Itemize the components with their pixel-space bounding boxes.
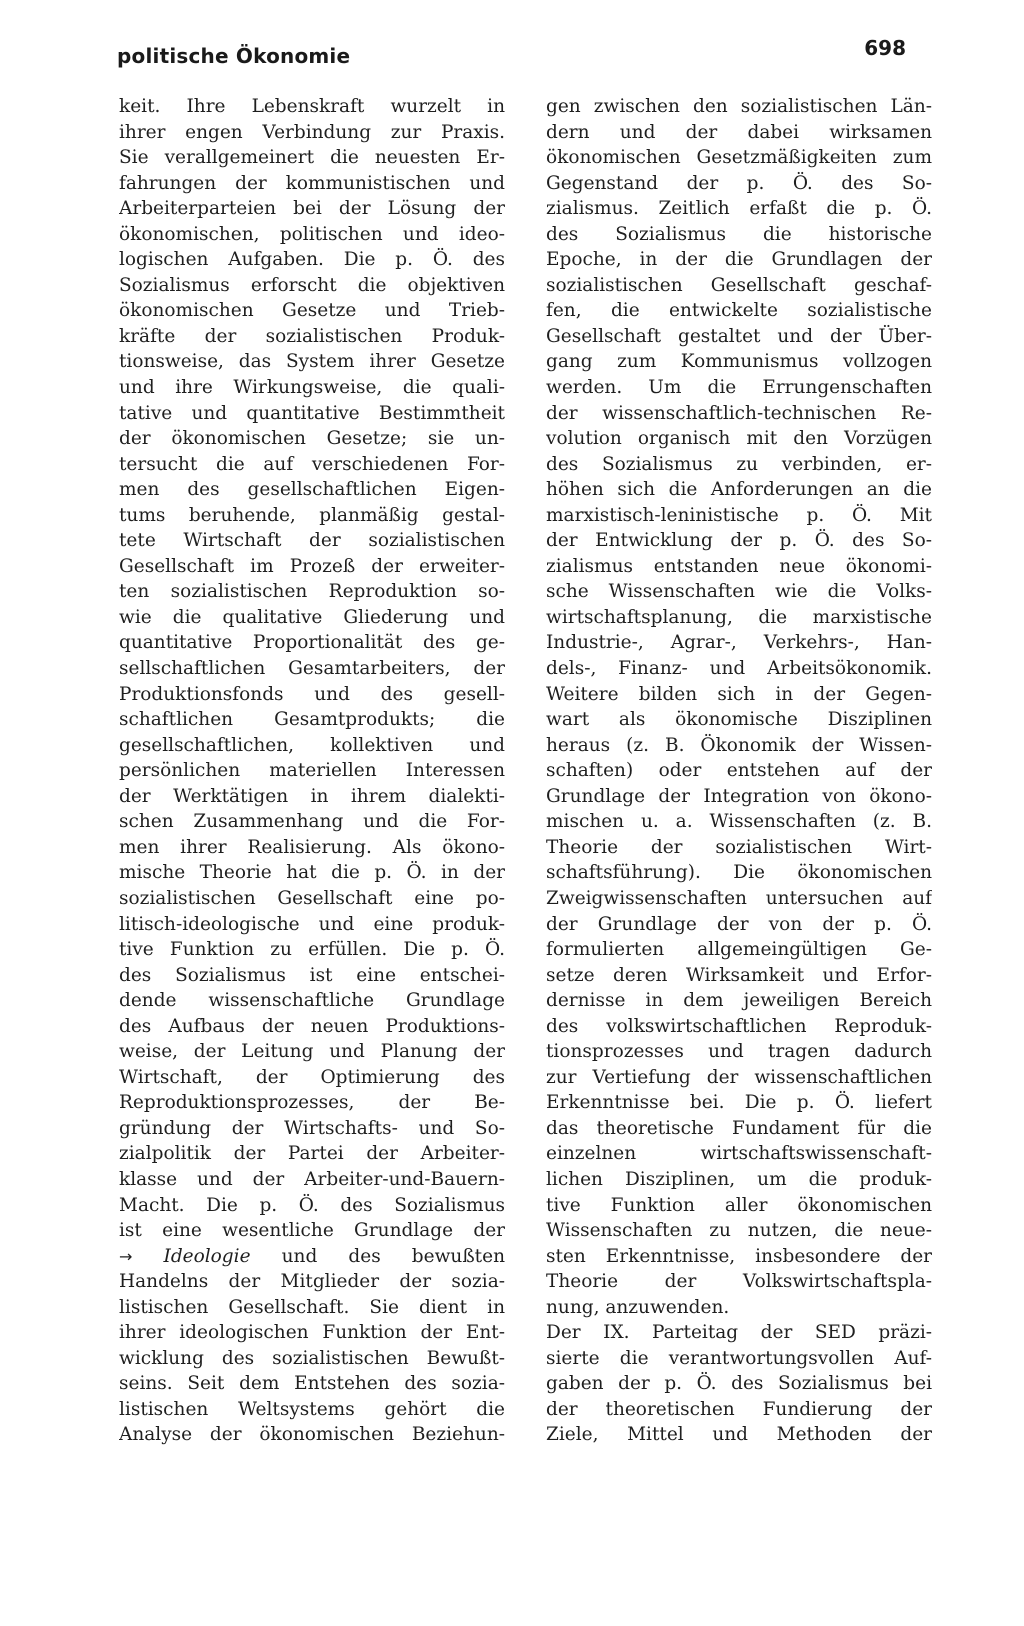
text-line: dels-, Finanz- und Arbeitsökonomik. — [546, 658, 932, 680]
text-line: sche Wissenschaften wie die Volks- — [546, 581, 932, 603]
text-line: klasse und der Arbeiter-und-Bauern- — [119, 1168, 505, 1190]
text-line: setze deren Wirksamkeit und Erfor- — [546, 964, 932, 986]
text-line: formulierten allgemeingültigen Ge- — [546, 939, 932, 961]
text-line: quantitative Proportionalität des ge- — [119, 632, 505, 654]
right-text-column — [546, 94, 932, 1448]
text-line: gesellschaftlichen, kollektiven und — [119, 734, 505, 756]
cross-reference-rest: und des bewußten — [281, 1245, 505, 1267]
text-line: dern und der dabei wirksamen — [546, 121, 932, 143]
text-line: Gegenstand der p. Ö. des So- — [546, 172, 932, 194]
left-text-column — [119, 94, 505, 1448]
text-line: zur Vertiefung der wissenschaftlichen — [546, 1066, 932, 1088]
text-line: tive Funktion aller ökonomischen — [546, 1194, 932, 1216]
text-line: Gesellschaft im Prozeß der erweiter- — [119, 555, 505, 577]
text-line: Theorie der Volkswirtschaftspla- — [546, 1271, 932, 1293]
text-line: gang zum Kommunismus vollzogen — [546, 351, 932, 373]
text-line: listischen Weltsystems gehört die — [119, 1398, 505, 1420]
text-line: zialpolitik der Partei der Arbeiter- — [119, 1143, 505, 1165]
text-line: wart als ökonomische Disziplinen — [546, 709, 932, 731]
text-line: kräfte der sozialistischen Produk- — [119, 325, 505, 347]
text-line: tionsprozesses und tragen dadurch — [546, 1041, 932, 1063]
text-line: mischen u. a. Wissenschaften (z. B. — [546, 811, 932, 833]
running-head-title: politische Ökonomie — [117, 44, 351, 68]
text-line: Grundlage der Integration von ökono- — [546, 785, 932, 807]
text-line: zialismus. Zeitlich erfaßt die p. Ö. — [546, 198, 932, 220]
text-line: Sie verallgemeinert die neuesten Er- — [119, 147, 505, 169]
text-line: sten Erkenntnisse, insbesondere der — [546, 1245, 932, 1267]
text-line: Reproduktionsprozesses, der Be- — [119, 1092, 505, 1114]
text-line: tionsweise, das System ihrer Gesetze — [119, 351, 505, 373]
text-line: des Sozialismus die historische — [546, 223, 932, 245]
text-line: sozialistischen Gesellschaft eine po- — [119, 887, 505, 909]
text-line: Theorie der sozialistischen Wirt- — [546, 836, 932, 858]
cross-reference-line — [119, 1244, 505, 1270]
text-line: der Werktätigen in ihrem dialekti- — [119, 785, 505, 807]
text-line: Industrie-, Agrar-, Verkehrs-, Han- — [546, 632, 932, 654]
text-line: des Sozialismus zu verbinden, er- — [546, 453, 932, 475]
text-line: Macht. Die p. Ö. des Sozialismus — [119, 1194, 505, 1216]
text-line: keit. Ihre Lebenskraft wurzelt in — [119, 96, 505, 117]
text-line: und ihre Wirkungsweise, die quali- — [119, 377, 505, 399]
text-line: tete Wirtschaft der sozialistischen — [119, 530, 505, 552]
text-line: Erkenntnisse bei. Die p. Ö. liefert — [546, 1092, 932, 1114]
text-line: listischen Gesellschaft. Sie dient in — [119, 1296, 505, 1318]
text-line: schaften) oder entstehen auf der — [546, 760, 932, 782]
text-line: der wissenschaftlich-technischen Re- — [546, 402, 932, 424]
text-line: schaftlichen Gesamtprodukts; die — [119, 709, 505, 731]
text-line: sellschaftlichen Gesamtarbeiters, der — [119, 658, 505, 680]
text-line: Arbeiterparteien bei der Lösung der — [119, 198, 505, 220]
text-line: des Sozialismus ist eine entschei- — [119, 964, 505, 986]
text-line: sierte die verantwortungsvollen Auf- — [546, 1347, 932, 1369]
text-line: logischen Aufgaben. Die p. Ö. des — [119, 249, 505, 271]
text-line: Analyse der ökonomischen Beziehun- — [119, 1424, 505, 1446]
text-line: das theoretische Fundament für die — [546, 1117, 932, 1139]
text-line: Wissenschaften zu nutzen, die neue- — [546, 1220, 932, 1242]
text-line: Sozialismus erforscht die objektiven — [119, 274, 505, 296]
text-line: persönlichen materiellen Interessen — [119, 760, 505, 782]
text-line: schen Zusammenhang und die For- — [119, 811, 505, 833]
text-line: Gesellschaft gestaltet und der Über- — [546, 325, 932, 347]
text-line: Ziele, Mittel und Methoden der — [546, 1424, 932, 1446]
text-line: tums beruhende, planmäßig gestal- — [119, 504, 505, 526]
text-line: des Aufbaus der neuen Produktions- — [119, 1015, 505, 1037]
text-line: fen, die entwickelte sozialistische — [546, 300, 932, 322]
text-line: sozialistischen Gesellschaft geschaf- — [546, 274, 932, 296]
text-line: wie die qualitative Gliederung und — [119, 606, 505, 628]
text-line: ökonomischen Gesetze und Trieb- — [119, 300, 505, 322]
text-line: schaftsführung). Die ökonomischen — [546, 862, 932, 884]
text-line: ihrer ideologischen Funktion der Ent- — [119, 1322, 505, 1344]
text-line: mische Theorie hat die p. Ö. in der — [119, 862, 505, 884]
text-line: gaben der p. Ö. des Sozialismus bei — [546, 1373, 932, 1395]
text-line: nung, anzuwenden. — [546, 1296, 730, 1318]
text-line: ihrer engen Verbindung zur Praxis. — [119, 121, 505, 143]
text-line: ist eine wesentliche Grundlage der — [119, 1220, 505, 1242]
text-line: höhen sich die Anforderungen an die — [546, 479, 932, 501]
text-line: einzelnen wirtschaftswissenschaft- — [546, 1143, 932, 1165]
text-line: men ihrer Realisierung. Als ökono- — [119, 836, 505, 858]
text-line: tive Funktion zu erfüllen. Die p. Ö. — [119, 939, 505, 961]
text-line: gründung der Wirtschafts- und So- — [119, 1117, 505, 1139]
text-line: fahrungen der kommunistischen und — [119, 172, 505, 194]
cross-reference-term[interactable]: Ideologie — [163, 1245, 251, 1267]
text-line: men des gesellschaftlichen Eigen- — [119, 479, 505, 501]
text-line: volution organisch mit den Vorzügen — [546, 428, 932, 450]
text-line: seins. Seit dem Entstehen des sozia- — [119, 1373, 505, 1395]
text-line: Epoche, in der die Grundlagen der — [546, 249, 932, 271]
text-line: Der IX. Parteitag der SED präzi- — [546, 1322, 932, 1344]
text-line: wicklung des sozialistischen Bewußt- — [119, 1347, 505, 1369]
text-line: Zweigwissenschaften untersuchen auf — [546, 887, 932, 909]
text-line: ökonomischen Gesetzmäßigkeiten zum — [546, 147, 932, 169]
text-line: ökonomischen, politischen und ideo- — [119, 223, 505, 245]
text-line: Wirtschaft, der Optimierung des — [119, 1066, 505, 1088]
text-line: tative und quantitative Bestimmtheit — [119, 402, 505, 424]
text-line: ten sozialistischen Reproduktion so- — [119, 581, 505, 603]
page-number: 698 — [864, 36, 906, 60]
text-line: weise, der Leitung und Planung der — [119, 1041, 505, 1063]
text-line: der ökonomischen Gesetze; sie un- — [119, 428, 505, 450]
text-line: marxistisch-leninistische p. Ö. Mit — [546, 504, 932, 526]
text-line: Handelns der Mitglieder der sozia- — [119, 1271, 505, 1293]
text-line: der theoretischen Fundierung der — [546, 1398, 932, 1420]
text-line: heraus (z. B. Ökonomik der Wissen- — [546, 734, 932, 756]
text-line: lichen Disziplinen, um die produk- — [546, 1168, 932, 1190]
text-line: gen zwischen den sozialistischen Län- — [546, 96, 932, 117]
text-line: wirtschaftsplanung, die marxistische — [546, 606, 932, 628]
text-line: Produktionsfonds und des gesell- — [119, 683, 505, 705]
text-line: der Grundlage der von der p. Ö. — [546, 913, 932, 935]
text-line: litisch-ideologische und eine produk- — [119, 913, 505, 935]
text-line: werden. Um die Errungenschaften — [546, 377, 932, 399]
text-line: dernisse in dem jeweiligen Bereich — [546, 990, 932, 1012]
text-line: tersucht die auf verschiedenen For- — [119, 453, 505, 475]
text-line: Weitere bilden sich in der Gegen- — [546, 683, 932, 705]
text-line: des volkswirtschaftlichen Reproduk- — [546, 1015, 932, 1037]
text-line: zialismus entstanden neue ökonomi- — [546, 555, 932, 577]
text-line: der Entwicklung der p. Ö. des So- — [546, 530, 932, 552]
text-line: dende wissenschaftliche Grundlage — [119, 990, 505, 1012]
cross-reference-arrow-icon: → — [119, 1246, 133, 1266]
